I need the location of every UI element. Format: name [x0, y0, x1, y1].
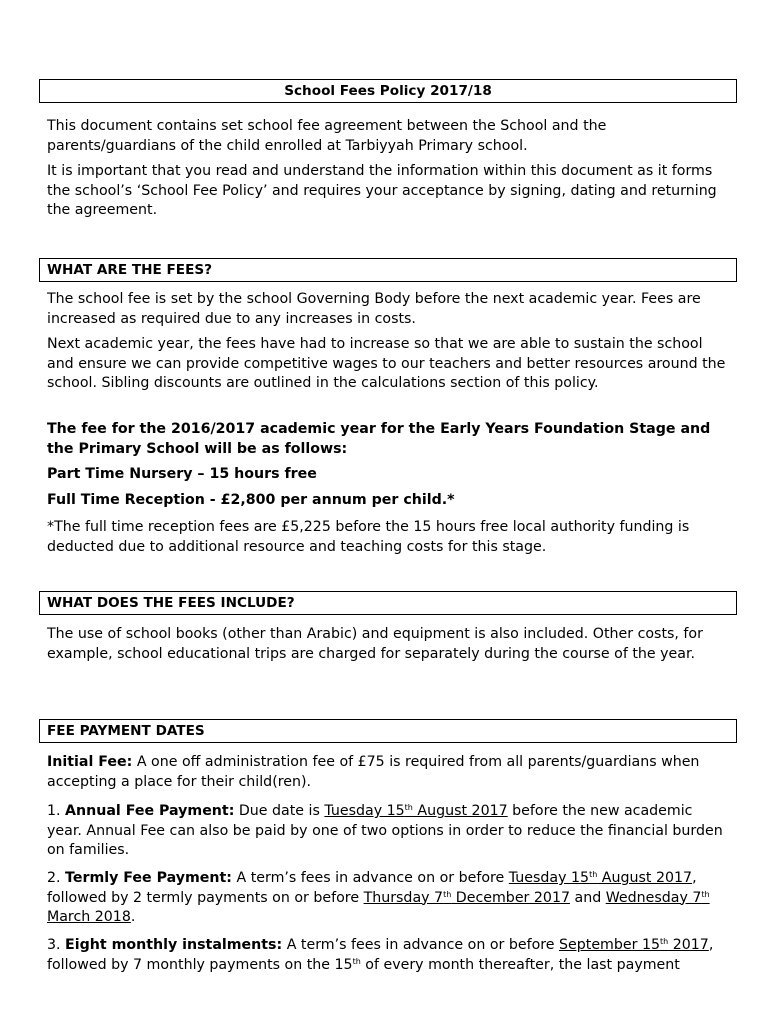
termly-number: 2. — [47, 870, 66, 886]
termly-date-3: Wednesday 7th March 2018 — [47, 889, 710, 925]
page-title: School Fees Policy 2017/18 — [39, 79, 737, 103]
fees-paragraph-2: Next academic year, the fees have had to increase so that we are able to sustain the school and ensure we can provide competitive wages to our teachers and better resources around the school. Sibling discounts are outlined in the calculations section of this policy. — [47, 336, 726, 391]
intro-paragraph-2: It is important that you read and understand the information within this document as it forms the school’s ‘School Fee Policy’ and requires your acceptance by signing, dating and returning the agreement. — [47, 163, 717, 218]
termly-date-2: Thursday 7th December 2017 — [363, 889, 570, 906]
fees-nursery-line: Part Time Nursery – 15 hours free — [47, 466, 317, 482]
termly-date-1: Tuesday 15th August 2017 — [508, 870, 693, 886]
annual-due-date: Tuesday 15th August 2017 — [324, 803, 508, 819]
intro-paragraph-1: This document contains set school fee agreement between the School and the parents/guardians of the child enrolled at Tarbiyyah Primary school. — [47, 118, 607, 154]
annual-fee-paragraph — [47, 802, 729, 861]
initial-fee-label: Initial Fee: — [47, 754, 133, 770]
monthly-text-mid: , followed by 7 monthly payments on the 15 — [47, 937, 714, 973]
annual-text-pre: Due date is — [234, 803, 325, 819]
section-heading-include: WHAT DOES THE FEES INCLUDE? — [39, 591, 737, 615]
monthly-sup: th — [352, 956, 361, 966]
monthly-text-pre: A term’s fees in advance on or before — [282, 937, 560, 953]
fees-paragraph-3: The fee for the 2016/2017 academic year for the Early Years Foundation Stage and the Primary School will be as follows: — [47, 421, 711, 457]
section-heading-payment-dates: FEE PAYMENT DATES — [39, 719, 737, 743]
include-paragraph: The use of school books (other than Arabic) and equipment is also included. Other costs, for example, school educational trips are charged for separately during the course of the year. — [47, 626, 703, 662]
termly-text-mid-1: , followed by 2 termly payments on or before — [47, 870, 697, 906]
initial-fee-paragraph — [47, 753, 729, 792]
monthly-date-1: September 15th 2017 — [559, 937, 709, 953]
termly-fee-label: Termly Fee Payment: — [65, 870, 232, 886]
fees-reception-line: Full Time Reception - £2,800 per annum per child.* — [47, 492, 455, 508]
termly-text-end: . — [130, 909, 136, 925]
termly-fee-paragraph — [47, 869, 729, 928]
termly-text-pre: A term’s fees in advance on or before — [231, 870, 509, 886]
monthly-fee-paragraph — [47, 936, 729, 975]
section-heading-fees: WHAT ARE THE FEES? — [39, 258, 737, 282]
annual-fee-label: Annual Fee Payment: — [65, 803, 235, 819]
annual-number: 1. — [47, 803, 66, 819]
monthly-fee-label: Eight monthly instalments: — [65, 937, 283, 953]
initial-fee-text: A one off administration fee of £75 is required from all parents/guardians when accepting a place for their child(ren). — [47, 754, 700, 790]
monthly-number: 3. — [47, 937, 66, 953]
annual-text-post: before the new academic year. Annual Fee can also be paid by one of two options in order to reduce the financial burden on families. — [47, 803, 723, 858]
fees-footnote: *The full time reception fees are £5,225 before the 15 hours free local authority funding is deducted due to additional resource and teaching costs for this stage. — [47, 519, 690, 555]
monthly-text-post: of every month thereafter, the last payment — [360, 956, 680, 973]
fees-paragraph-1: The school fee is set by the school Governing Body before the next academic year. Fees are increased as required due to any increases in costs. — [47, 291, 701, 327]
termly-text-mid-2: and — [570, 889, 606, 906]
